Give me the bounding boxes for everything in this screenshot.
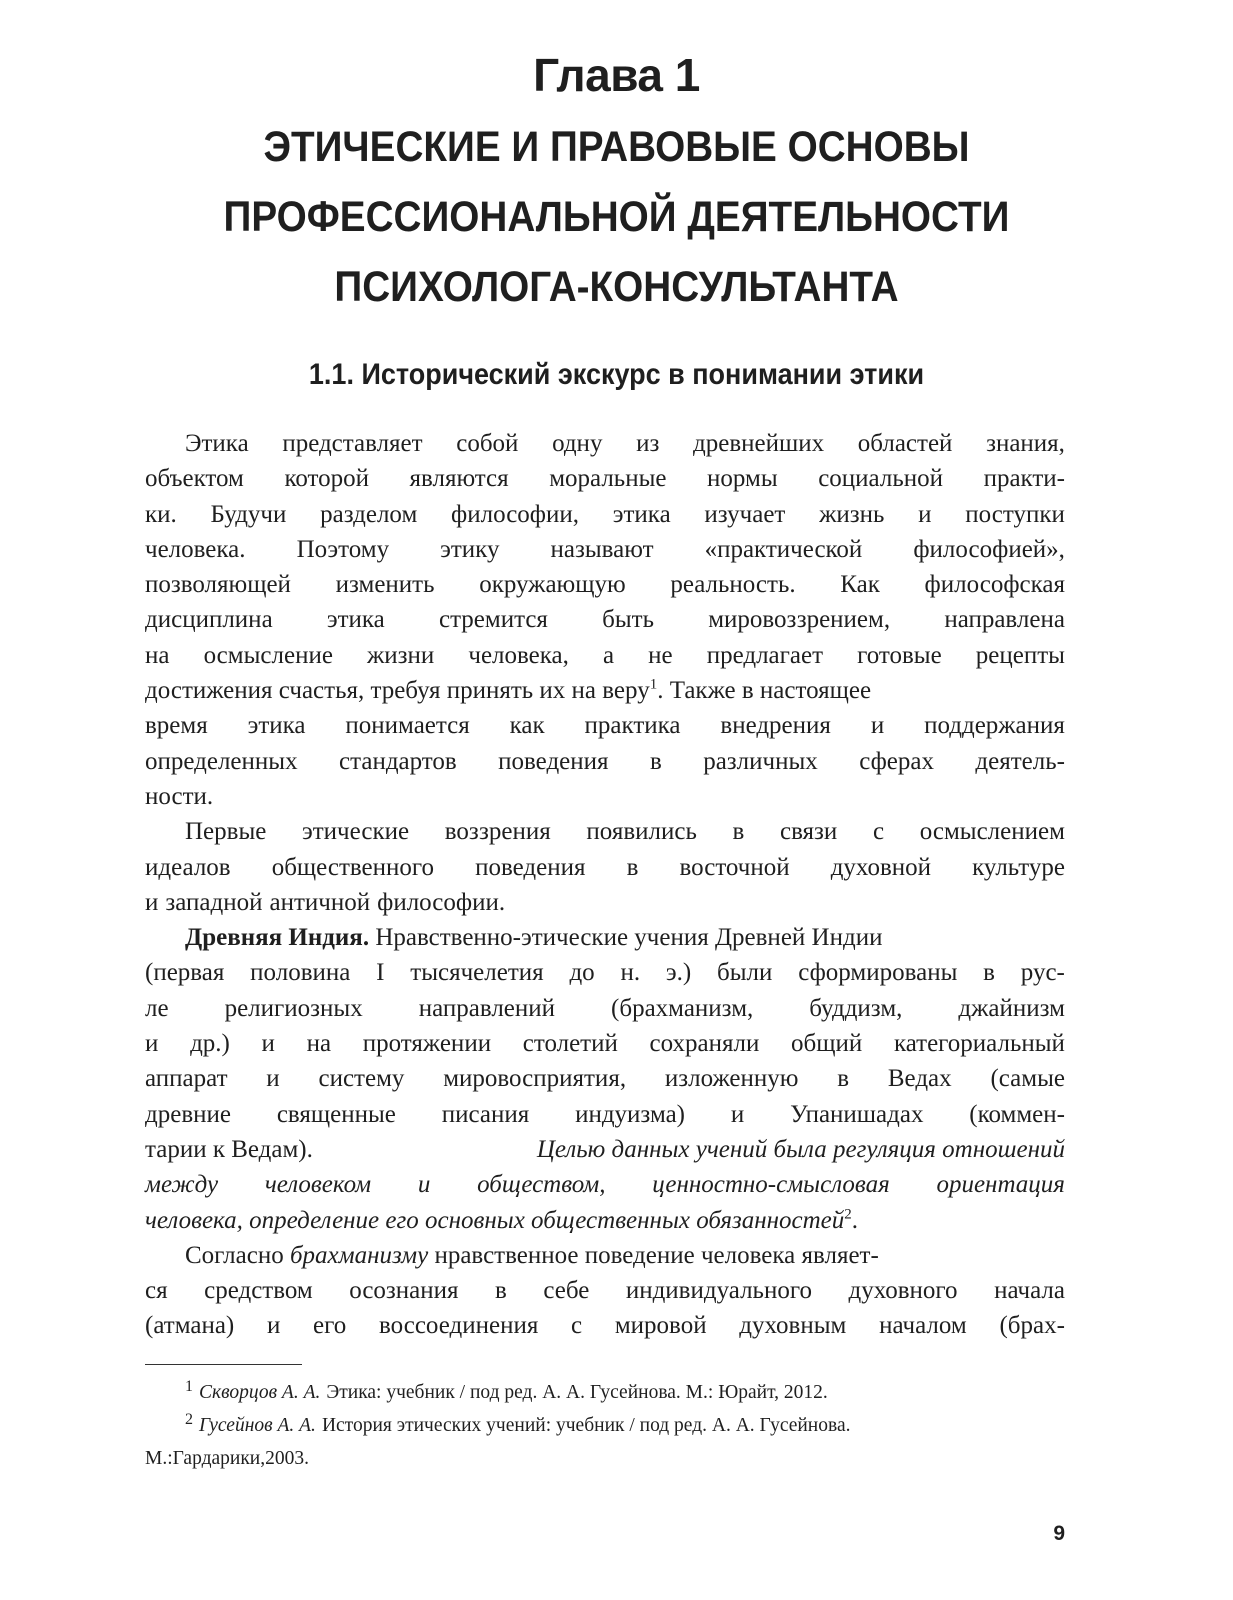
word: мировосприятия,: [443, 1065, 627, 1093]
word: связи: [779, 818, 838, 846]
text-fragment: Согласно: [185, 1241, 284, 1269]
word: жизни: [367, 641, 435, 669]
word: культуре: [972, 853, 1065, 881]
word: общий: [791, 1030, 863, 1058]
word: ориентация: [936, 1171, 1065, 1199]
word: внедрения: [720, 712, 831, 740]
word: аппарат: [145, 1065, 228, 1093]
word: ценностно-смысловая: [652, 1171, 890, 1199]
word: поддержания: [924, 712, 1065, 740]
text-line: [145, 1238, 1065, 1273]
text-line: [145, 885, 1065, 920]
word: восточной: [679, 853, 790, 881]
italic-text: Целью данных учений была регуляция отношений: [536, 1135, 1065, 1163]
word: систему: [318, 1065, 405, 1093]
word: дисциплина: [145, 606, 273, 634]
word: священные: [276, 1100, 396, 1128]
word: 2003.: [265, 1448, 309, 1469]
word: в: [626, 853, 639, 881]
word: и: [870, 712, 885, 740]
word: джайнизм: [958, 994, 1065, 1022]
word: общественного: [271, 853, 435, 881]
word: сформированы: [798, 959, 958, 987]
word: «практической: [704, 535, 863, 563]
word: духовным: [739, 1312, 847, 1340]
italic-text: определение его основных общественных обязанностей: [249, 1206, 845, 1234]
text-line: [145, 1308, 1065, 1343]
word: начала: [994, 1277, 1065, 1305]
word: ле: [145, 994, 169, 1022]
word: I: [376, 959, 385, 987]
text-line: [145, 1132, 1065, 1167]
body-text: [145, 426, 1065, 1344]
word: этика: [247, 712, 306, 740]
word: этика: [612, 500, 671, 528]
word: Как: [840, 571, 880, 599]
word: до: [569, 959, 595, 987]
footnote-2-continued: [145, 1442, 1065, 1475]
footnote-author: Гусейнов А. А.: [199, 1415, 316, 1436]
text-line: [145, 1097, 1065, 1132]
word: индивидуального: [625, 1277, 812, 1305]
word: э.): [665, 959, 692, 987]
word: жизнь: [819, 500, 885, 528]
word: философии.: [377, 888, 506, 916]
footnotes: [145, 1376, 1065, 1475]
text-line: [145, 567, 1065, 602]
word: осознания: [349, 1277, 459, 1305]
word: индуизма): [575, 1100, 686, 1128]
text-line: [145, 497, 1065, 532]
word: в: [837, 1065, 850, 1093]
word: протяжении: [362, 1030, 492, 1058]
word: с: [571, 1312, 583, 1340]
word: в: [495, 1277, 507, 1305]
word: этические: [302, 818, 410, 846]
word: и: [417, 1171, 431, 1199]
word: этику: [440, 535, 500, 563]
footnote-number: 1: [185, 1378, 193, 1395]
word: как: [509, 712, 545, 740]
text-line: [145, 638, 1065, 673]
text-line: [145, 1026, 1065, 1061]
word: а: [602, 641, 615, 669]
word: называют: [550, 535, 654, 563]
word: др.): [190, 1030, 230, 1058]
text-line: [145, 920, 1065, 955]
page-number: 9: [1053, 1522, 1065, 1545]
word: практи-: [983, 465, 1065, 493]
chapter-title: [170, 112, 1064, 322]
footnote-author: Скворцов А. А.: [199, 1382, 321, 1403]
word: его: [313, 1312, 347, 1340]
word: социальной: [818, 465, 944, 493]
word: и: [145, 1030, 159, 1058]
word: человека.: [145, 535, 246, 563]
word: практика: [584, 712, 681, 740]
word: и: [730, 1100, 745, 1128]
word: (атмана): [145, 1312, 235, 1340]
word: разделом: [320, 500, 418, 528]
word: и: [918, 500, 932, 528]
word: из: [636, 430, 660, 457]
word: этика: [326, 606, 385, 634]
word: изучает: [704, 500, 786, 528]
word: моральные: [549, 465, 667, 493]
word: в: [732, 818, 745, 846]
word: одну: [552, 430, 603, 457]
word: не: [648, 641, 673, 669]
text-fragment: . Также в настоящее: [657, 677, 872, 705]
word: собой: [456, 430, 519, 457]
chapter-title-line: ЭТИЧЕСКИЕ И ПРАВОВЫЕ ОСНОВЫ: [263, 123, 970, 171]
text-line: [145, 708, 1065, 743]
word: половина: [250, 959, 351, 987]
word: время: [145, 712, 208, 740]
chapter-title-line: ПСИХОЛОГА-КОНСУЛЬТАНТА: [334, 263, 899, 311]
word: философией»,: [913, 535, 1065, 563]
footnote-number: 2: [185, 1411, 193, 1428]
word: воззрения: [444, 818, 551, 846]
word: античной: [269, 888, 371, 916]
word: н.: [620, 959, 641, 987]
word: сферах: [859, 747, 934, 775]
word: поведения: [498, 747, 609, 775]
text-line: [145, 602, 1065, 637]
word: рус-: [1020, 959, 1065, 987]
word: представляет: [282, 430, 423, 457]
word: воссоединения: [378, 1312, 539, 1340]
word: тысячелетия: [410, 959, 544, 987]
word: различных: [703, 747, 818, 775]
word: определенных: [145, 747, 298, 775]
word: (самые: [990, 1065, 1065, 1093]
word: направлена: [944, 606, 1065, 634]
footnote-2: [145, 1409, 1065, 1442]
italic-text: брахманизму: [289, 1241, 429, 1269]
word: древние: [145, 1100, 231, 1128]
word: реальность.: [670, 571, 796, 599]
word: и: [145, 888, 159, 916]
chapter-title-line: ПРОФЕССИОНАЛЬНОЙ ДЕЯТЕЛЬНОСТИ: [223, 193, 1010, 241]
text-line: [145, 991, 1065, 1026]
word: Гардарики,: [172, 1448, 266, 1469]
text-line: [145, 779, 1065, 814]
word: мировоззрением,: [708, 606, 891, 634]
text-line: [145, 955, 1065, 990]
footnote-separator: [145, 1364, 302, 1365]
word: которой: [284, 465, 369, 493]
footnote-ref: 2: [844, 1206, 852, 1223]
word: человека,: [468, 641, 569, 669]
word: изменить: [335, 571, 435, 599]
text-fragment: нравственное поведение человека являет-: [434, 1241, 879, 1269]
word: категориальный: [893, 1030, 1065, 1058]
word: древнейших: [693, 430, 825, 457]
word: позволяющей: [145, 571, 291, 599]
word: Этика: [185, 430, 249, 457]
word: ки.: [145, 500, 177, 528]
word: появились: [586, 818, 697, 846]
word: Первые: [185, 818, 267, 846]
text-line: [145, 1061, 1065, 1096]
word: направлений: [418, 994, 556, 1022]
footnote-text: История этических учений: учебник / под ред. А. А. Гусейнова.: [321, 1415, 851, 1436]
word: в: [649, 747, 662, 775]
word: (брах-: [999, 1312, 1065, 1340]
word: М.:: [145, 1448, 173, 1469]
word: нормы: [707, 465, 778, 493]
word: и: [266, 1312, 281, 1340]
word: поступки: [965, 500, 1065, 528]
word: ности.: [145, 782, 214, 810]
word: готовые: [857, 641, 942, 669]
text-line: [145, 850, 1065, 885]
word: осмысление: [203, 641, 333, 669]
word: являются: [409, 465, 509, 493]
word: Будучи: [210, 500, 287, 528]
word: и: [261, 1030, 275, 1058]
word: ся: [145, 1277, 168, 1305]
text-fragment: Нравственно-этические учения Древней Индии: [375, 924, 883, 952]
word: Упанишадах: [790, 1100, 924, 1128]
footnote-ref: 1: [649, 676, 658, 693]
word: писания: [441, 1100, 530, 1128]
word: понимается: [345, 712, 470, 740]
text-line: [145, 1203, 1065, 1238]
word: между: [145, 1171, 219, 1199]
word: философии,: [451, 500, 580, 528]
text-line: [145, 814, 1065, 849]
word: обществом,: [477, 1171, 606, 1199]
word: (коммен-: [969, 1100, 1065, 1128]
chapter-number: Глава 1: [533, 49, 700, 101]
footnote-1: [145, 1376, 1065, 1409]
word: философская: [924, 571, 1065, 599]
word: началом: [879, 1312, 967, 1340]
word: в: [983, 959, 995, 987]
bold-lead: Древняя Индия.: [185, 924, 370, 952]
word: стремится: [438, 606, 548, 634]
text-line: [145, 532, 1065, 567]
word: и: [266, 1065, 280, 1093]
text-line: [145, 426, 1065, 461]
word: человеком: [264, 1171, 372, 1199]
word: предлагает: [706, 641, 824, 669]
word: себе: [543, 1277, 590, 1305]
text-line: [145, 744, 1065, 779]
word: рецепты: [975, 641, 1065, 669]
word: осмыслением: [919, 818, 1065, 846]
word: сохраняли: [649, 1030, 760, 1058]
word: деятель-: [975, 747, 1065, 775]
italic-text-line: [145, 1167, 1065, 1202]
word: на: [306, 1030, 332, 1058]
word: столетий: [522, 1030, 618, 1058]
word: Ведах: [887, 1065, 952, 1093]
word: поведения: [475, 853, 586, 881]
word: буддизм,: [809, 994, 903, 1022]
word: с: [872, 818, 885, 846]
word: знания,: [986, 430, 1065, 457]
word: духовного: [848, 1277, 958, 1305]
word: западной: [165, 888, 263, 916]
word: изложенную: [664, 1065, 799, 1093]
word: быть: [602, 606, 654, 634]
word: мировой: [614, 1312, 707, 1340]
word: стандартов: [339, 747, 457, 775]
word: средством: [204, 1277, 313, 1305]
word: идеалов: [145, 853, 231, 881]
text-line: [145, 461, 1065, 496]
word: окружающую: [479, 571, 626, 599]
word: объектом: [145, 465, 244, 493]
text-line-with-footnote: [145, 673, 1065, 708]
text-fragment: тарии к Ведам).: [145, 1135, 313, 1163]
section-title: 1.1. Исторический экскурс в понимании этики: [308, 358, 925, 391]
word: духовной: [830, 853, 932, 881]
text-fragment: .: [851, 1206, 859, 1234]
word: на: [145, 641, 170, 669]
word: религиозных: [224, 994, 363, 1022]
word: (брахманизм,: [611, 994, 754, 1022]
word: (первая: [145, 959, 225, 987]
word: областей: [857, 430, 953, 457]
word: Поэтому: [296, 535, 390, 563]
text-fragment: достижения счастья, требуя принять их на веру: [145, 677, 650, 705]
word: были: [717, 959, 773, 987]
italic-text: человека,: [145, 1206, 243, 1234]
text-line: [145, 1273, 1065, 1308]
footnote-text: Этика: учебник / под ред. А. А. Гусейнова. М.: Юрайт, 2012.: [326, 1382, 828, 1403]
